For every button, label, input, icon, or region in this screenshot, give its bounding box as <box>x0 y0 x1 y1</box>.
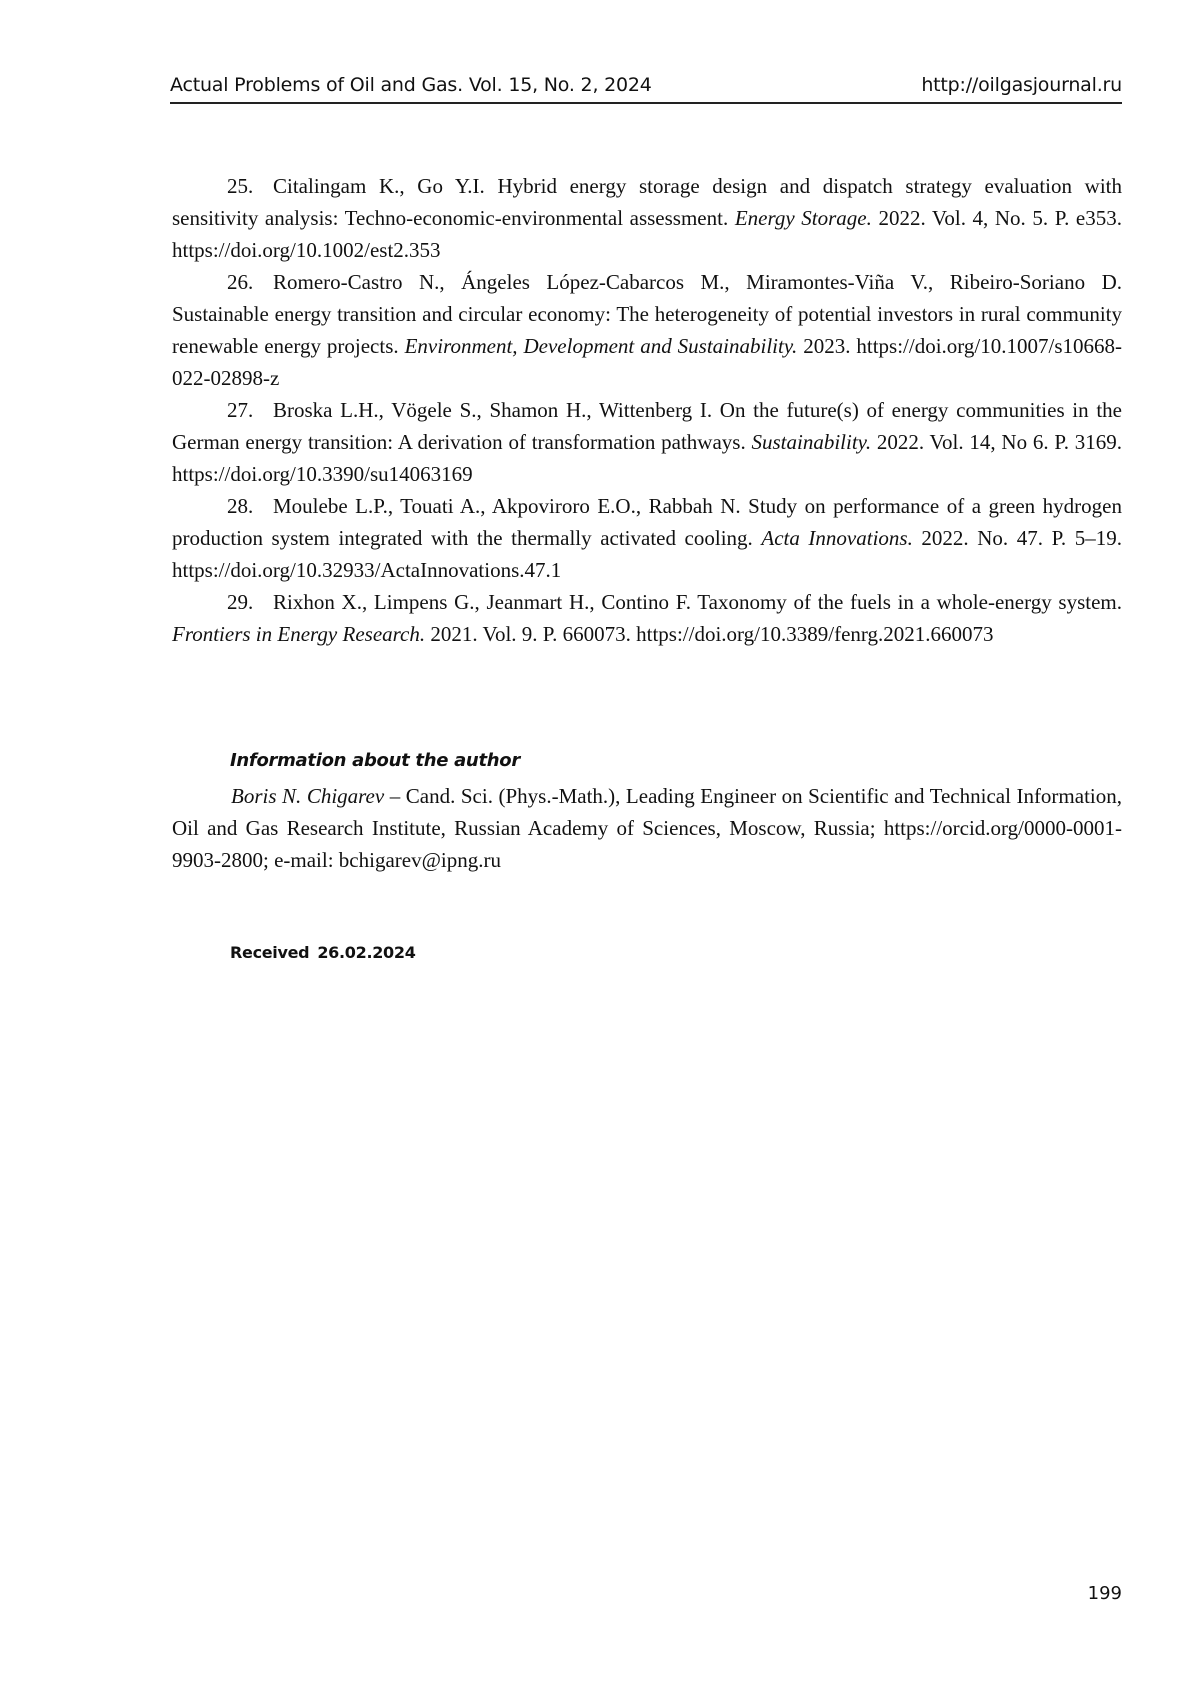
author-name: Boris N. Chigarev <box>231 784 384 808</box>
received-line <box>230 943 416 962</box>
reference-details: 2022. Vol. 14, No 6. P. 3169. https://doi.org/10.3390/su14063169 <box>172 430 1122 486</box>
reference-number: 28. <box>227 490 273 522</box>
author-info <box>172 780 1122 876</box>
journal-url: http://oilgasjournal.ru <box>921 74 1122 96</box>
reference-text: Romero-Castro N., Ángeles López-Cabarcos M., Miramontes-Viña V., Ribeiro-Soriano D. Sustainable energy transition and circular economy: The heterogeneity of potential investors in rural community renewable energy projects. <box>172 270 1122 358</box>
reference-item <box>172 266 1122 394</box>
reference-details: 2022. No. 47. P. 5–19. https://doi.org/10.32933/ActaInnovations.47.1 <box>172 526 1122 582</box>
reference-journal: Sustainability. <box>752 430 872 454</box>
reference-details: 2022. Vol. 4, No. 5. P. e353. https://doi.org/10.1002/est2.353 <box>172 206 1122 262</box>
received-date: 26.02.2024 <box>317 943 415 962</box>
reference-list <box>172 170 1122 650</box>
reference-number: 27. <box>227 394 273 426</box>
reference-item <box>172 490 1122 586</box>
reference-details: 2021. Vol. 9. P. 660073. https://doi.org/10.3389/fenrg.2021.660073 <box>430 622 993 646</box>
reference-details: 2023. https://doi.org/10.1007/s10668-022-02898-z <box>172 334 1122 390</box>
page-number: 199 <box>1088 1583 1122 1604</box>
reference-journal: Acta Innovations. <box>761 526 912 550</box>
author-details: – Cand. Sci. (Phys.-Math.), Leading Engineer on Scientific and Technical Information, Oil and Gas Research Institute, Russian Academy of Sciences, Moscow, Russia; https://orcid.org/0000-0001-9903-2800; e-mail: bchigarev@ipng.ru <box>172 784 1122 872</box>
reference-journal: Environment, Development and Sustainability. <box>405 334 798 358</box>
reference-text: Moulebe L.P., Touati A., Akpoviroro E.O., Rabbah N. Study on performance of a green hydrogen production system integrated with the thermally activated cooling. <box>172 494 1122 550</box>
reference-journal: Energy Storage. <box>735 206 872 230</box>
reference-text: Broska L.H., Vögele S., Shamon H., Wittenberg I. On the future(s) of energy communities in the German energy transition: A derivation of transformation pathways. <box>172 398 1122 454</box>
reference-item <box>172 586 1122 650</box>
reference-number: 25. <box>227 170 273 202</box>
reference-journal: Frontiers in Energy Research. <box>172 622 425 646</box>
reference-item <box>172 394 1122 490</box>
reference-number: 29. <box>227 586 273 618</box>
running-header <box>170 72 1122 104</box>
journal-title: Actual Problems of Oil and Gas. Vol. 15, No. 2, 2024 <box>170 74 652 96</box>
reference-item <box>172 170 1122 266</box>
received-label: Received <box>230 943 309 962</box>
reference-number: 26. <box>227 266 273 298</box>
author-section-heading: Information about the author <box>230 750 520 771</box>
reference-text: Citalingam K., Go Y.I. Hybrid energy storage design and dispatch strategy evaluation with sensitivity analysis: Techno-economic-environmental assessment. <box>172 174 1122 230</box>
reference-text: Rixhon X., Limpens G., Jeanmart H., Contino F. Taxonomy of the fuels in a whole-energy system. <box>273 590 1122 614</box>
